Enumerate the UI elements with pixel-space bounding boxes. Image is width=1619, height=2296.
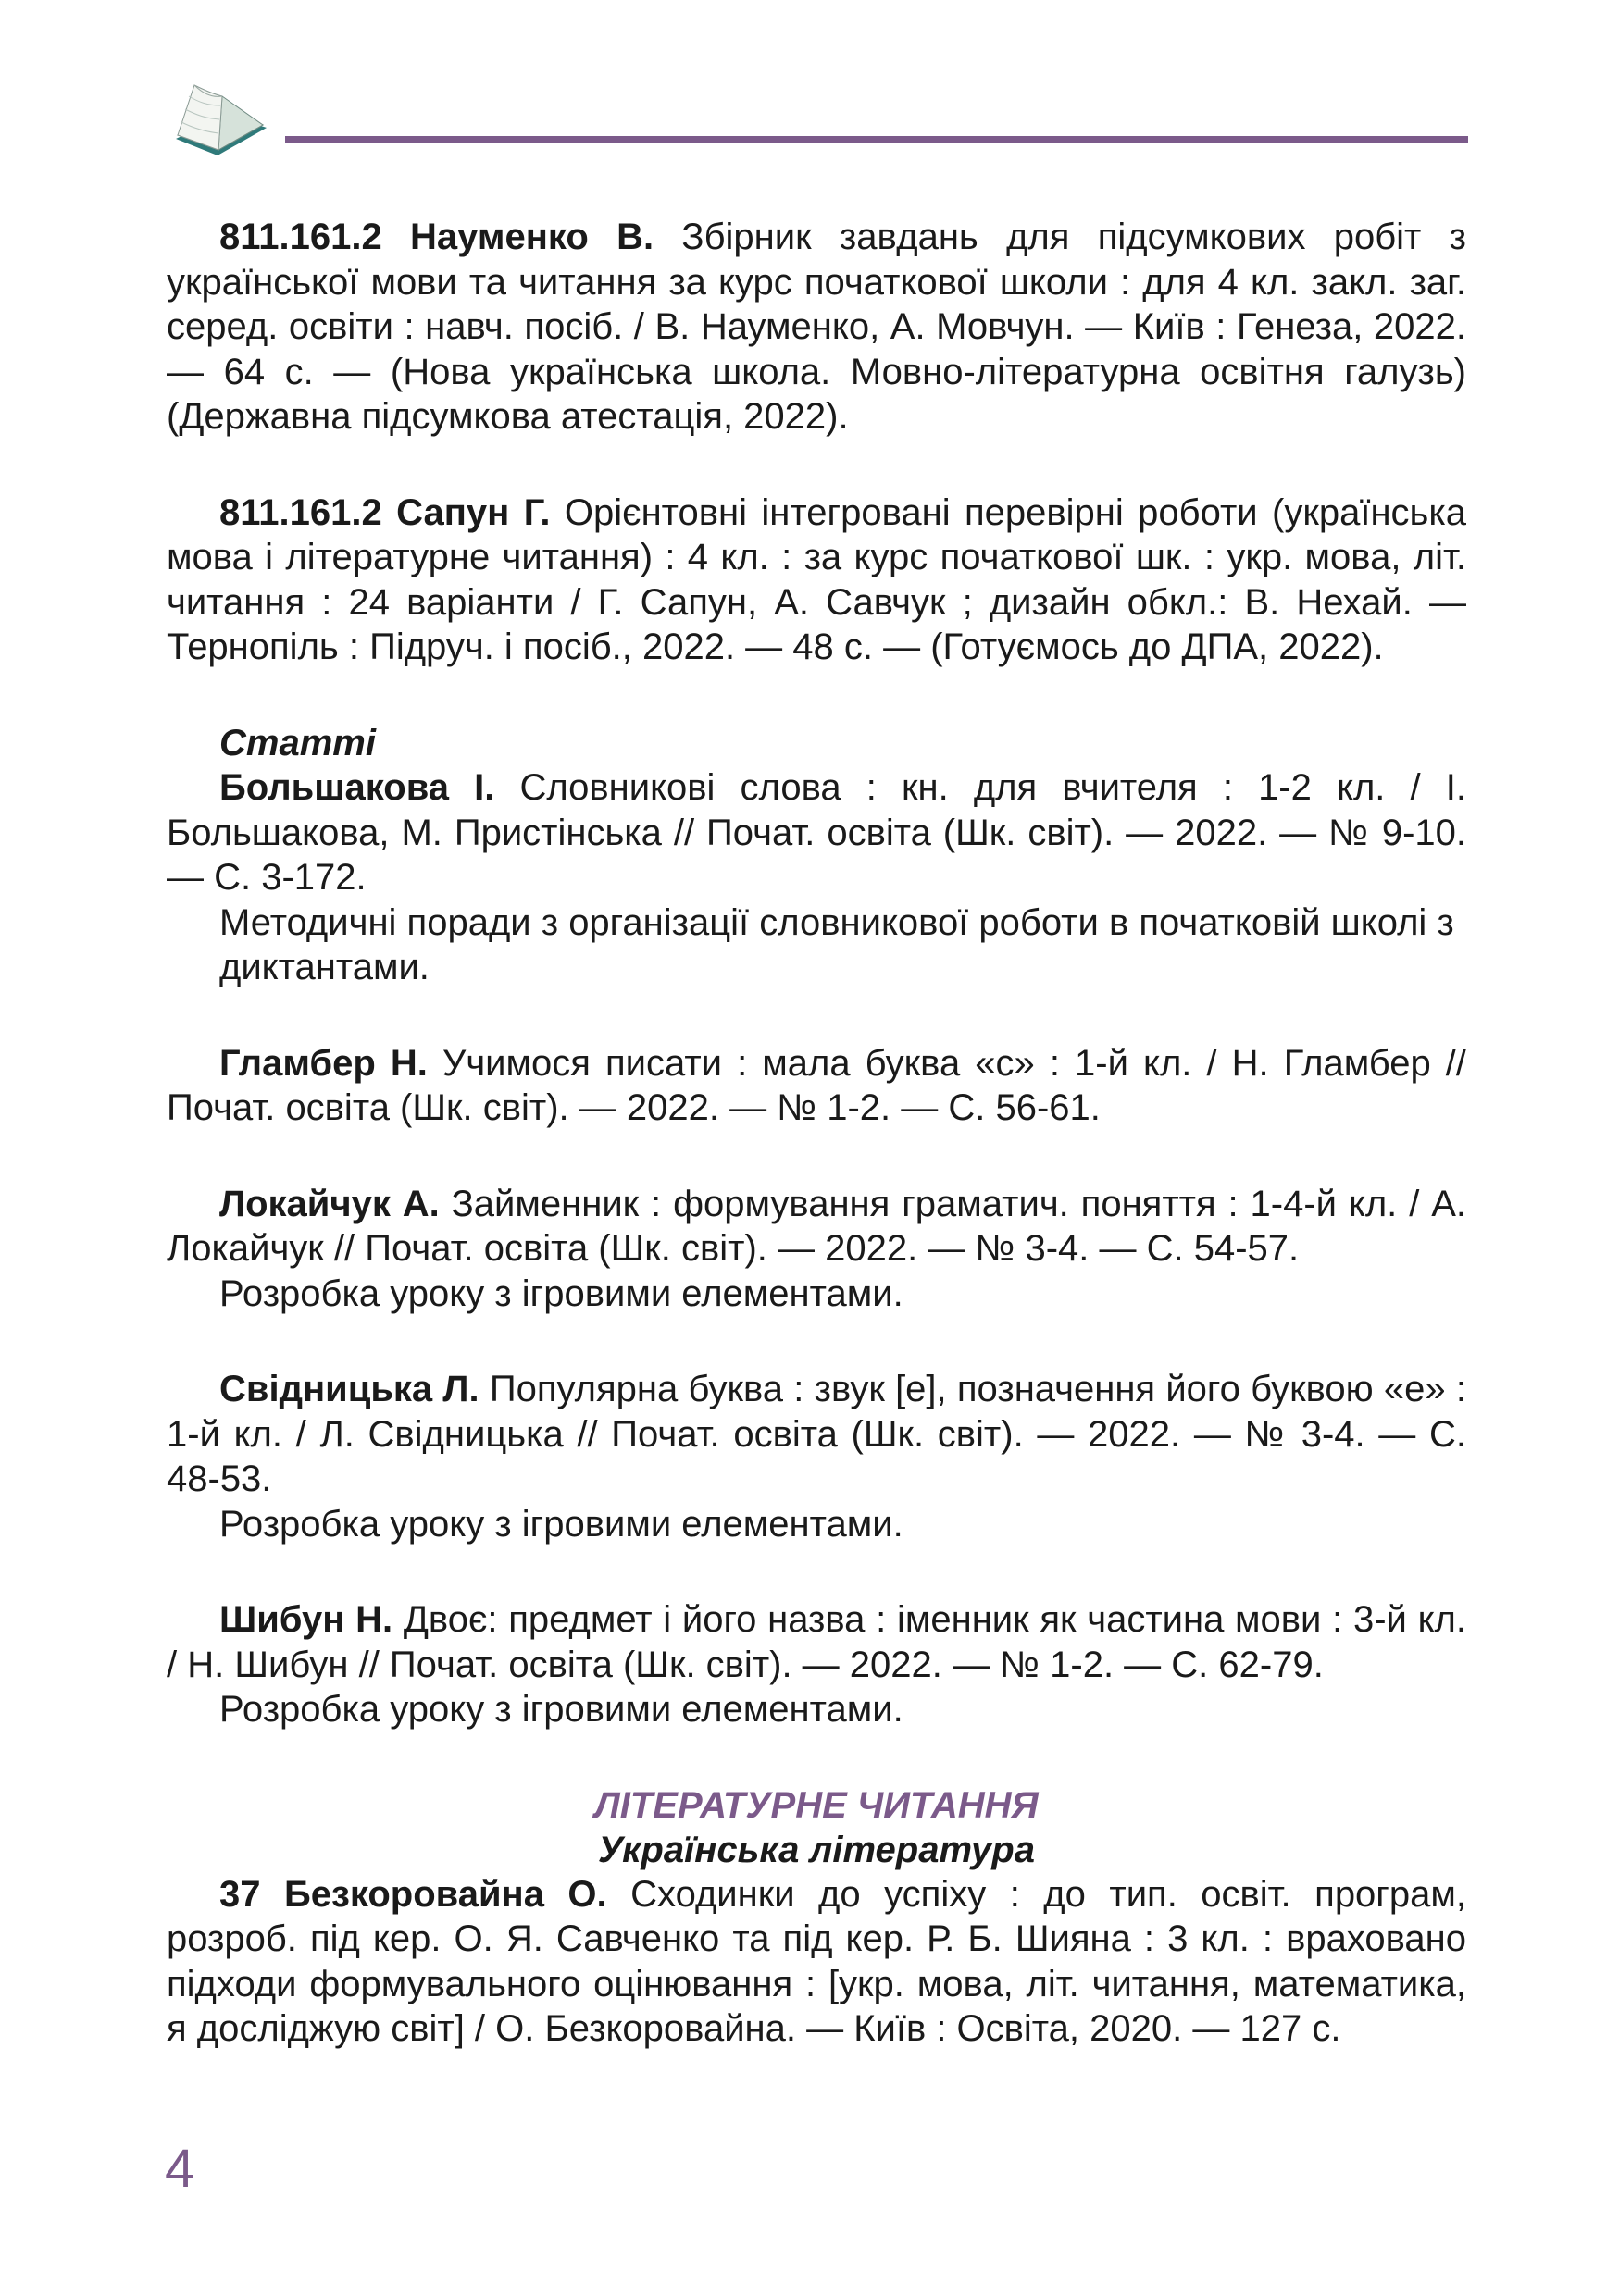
article-note: Розробка уроку з ігровими елементами.: [219, 1689, 903, 1730]
article-text: Популярна буква : звук [е], позначення його буквою «е» : 1-й кл. / Л. Свідницька // Почат. освіта (Шк. світ). — 2022. — № 3-4. — С. 48-53.: [167, 1369, 1467, 1499]
article-entry: [167, 765, 1466, 900]
open-book-icon: [167, 74, 278, 167]
section-subtitle: Українська література: [598, 1829, 1035, 1870]
article-author: Локайчук А.: [219, 1183, 440, 1224]
article-text: Займенник : формування граматич. поняття : 1-4-й кл. / А. Локайчук // Почат. освіта (Шк. світ). — 2022. — № 3-4. — С. 54-57.: [167, 1183, 1466, 1269]
article-text: Учимося писати : мала буква «с» : 1-й кл. / Н. Гламбер // Почат. освіта (Шк. світ). — 2022. — № 1-2. — С. 56-61.: [167, 1042, 1466, 1128]
entry-text: Орієнтовні інтегровані перевірні роботи (українська мова і літературне читання) : 4 кл. : за курс початкової шк. : укр. мова, літ. читання : 24 варіанти / Г. Сапун, А. Савчук ; дизайн обкл.: В. Нехай. — Тернопіль : Підруч. і посіб., 2022. — 48 с. — (Готуємось до ДПА, 2022).: [167, 491, 1466, 667]
article-author: Шибун Н.: [219, 1599, 393, 1640]
bibliography-content: [167, 215, 1466, 2052]
article-note: Розробка уроку з ігровими елементами.: [219, 1503, 903, 1545]
section-title: ЛІТЕРАТУРНЕ ЧИТАННЯ: [594, 1784, 1039, 1826]
page-number: 4: [165, 2139, 195, 2199]
article-entry: [167, 1182, 1466, 1272]
bibliography-entry: [167, 490, 1466, 670]
bibliography-entry: [167, 215, 1466, 440]
article-author: Большакова І.: [219, 767, 495, 808]
bibliography-entry: [167, 1872, 1466, 2052]
article-note: Розробка уроку з ігровими елементами.: [219, 1272, 903, 1314]
article-text: Двоє: предмет і його назва : іменник як частина мови : 3-й кл. / Н. Шибун // Почат. освіта (Шк. світ). — 2022. — № 1-2. — С. 62-79.: [167, 1599, 1466, 1685]
entry-text: Сходинки до успіху : до тип. освіт. програм, розроб. під кер. О. Я. Савченко та під кер. Р. Б. Шияна : 3 кл. : враховано підходи формувального оцінювання : [укр. мова, літ. читання, математика, я досліджую світ] / О. Безкоровайна. — Київ : Освіта, 2020. — 127 с.: [167, 1873, 1467, 2049]
entry-code-author: 811.161.2 Науменко В.: [219, 217, 654, 257]
article-text: Словникові слова : кн. для вчителя : 1-2 кл. / І. Большакова, М. Пристінська // Почат. освіта (Шк. світ). — 2022. — № 9-10. — С. 3-172.: [167, 767, 1466, 898]
article-entry: [167, 1367, 1466, 1502]
article-note: Методичні поради з організації словникової роботи в початковій школі з диктантами.: [219, 901, 1454, 987]
article-entry: [167, 1041, 1466, 1131]
article-author: Свідницька Л.: [219, 1369, 479, 1409]
article-entry: [167, 1597, 1466, 1687]
entry-text: Збірник завдань для підсумкових робіт з української мови та читання за курс початкової школи : для 4 кл. закл. заг. серед. освіти : навч. посіб. / В. Науменко, А. Мовчун. — Київ : Генеза, 2022. — 64 с. — (Нова українська школа. Мовно-літературна освітня галузь) (Державна підсумкова атестація, 2022).: [167, 217, 1466, 437]
entry-code-author: 37 Безкоровайна О.: [219, 1873, 607, 1915]
header-rule: [285, 136, 1468, 143]
entry-code-author: 811.161.2 Сапун Г.: [219, 491, 551, 533]
article-author: Гламбер Н.: [219, 1042, 428, 1084]
articles-heading: Статті: [219, 722, 376, 763]
